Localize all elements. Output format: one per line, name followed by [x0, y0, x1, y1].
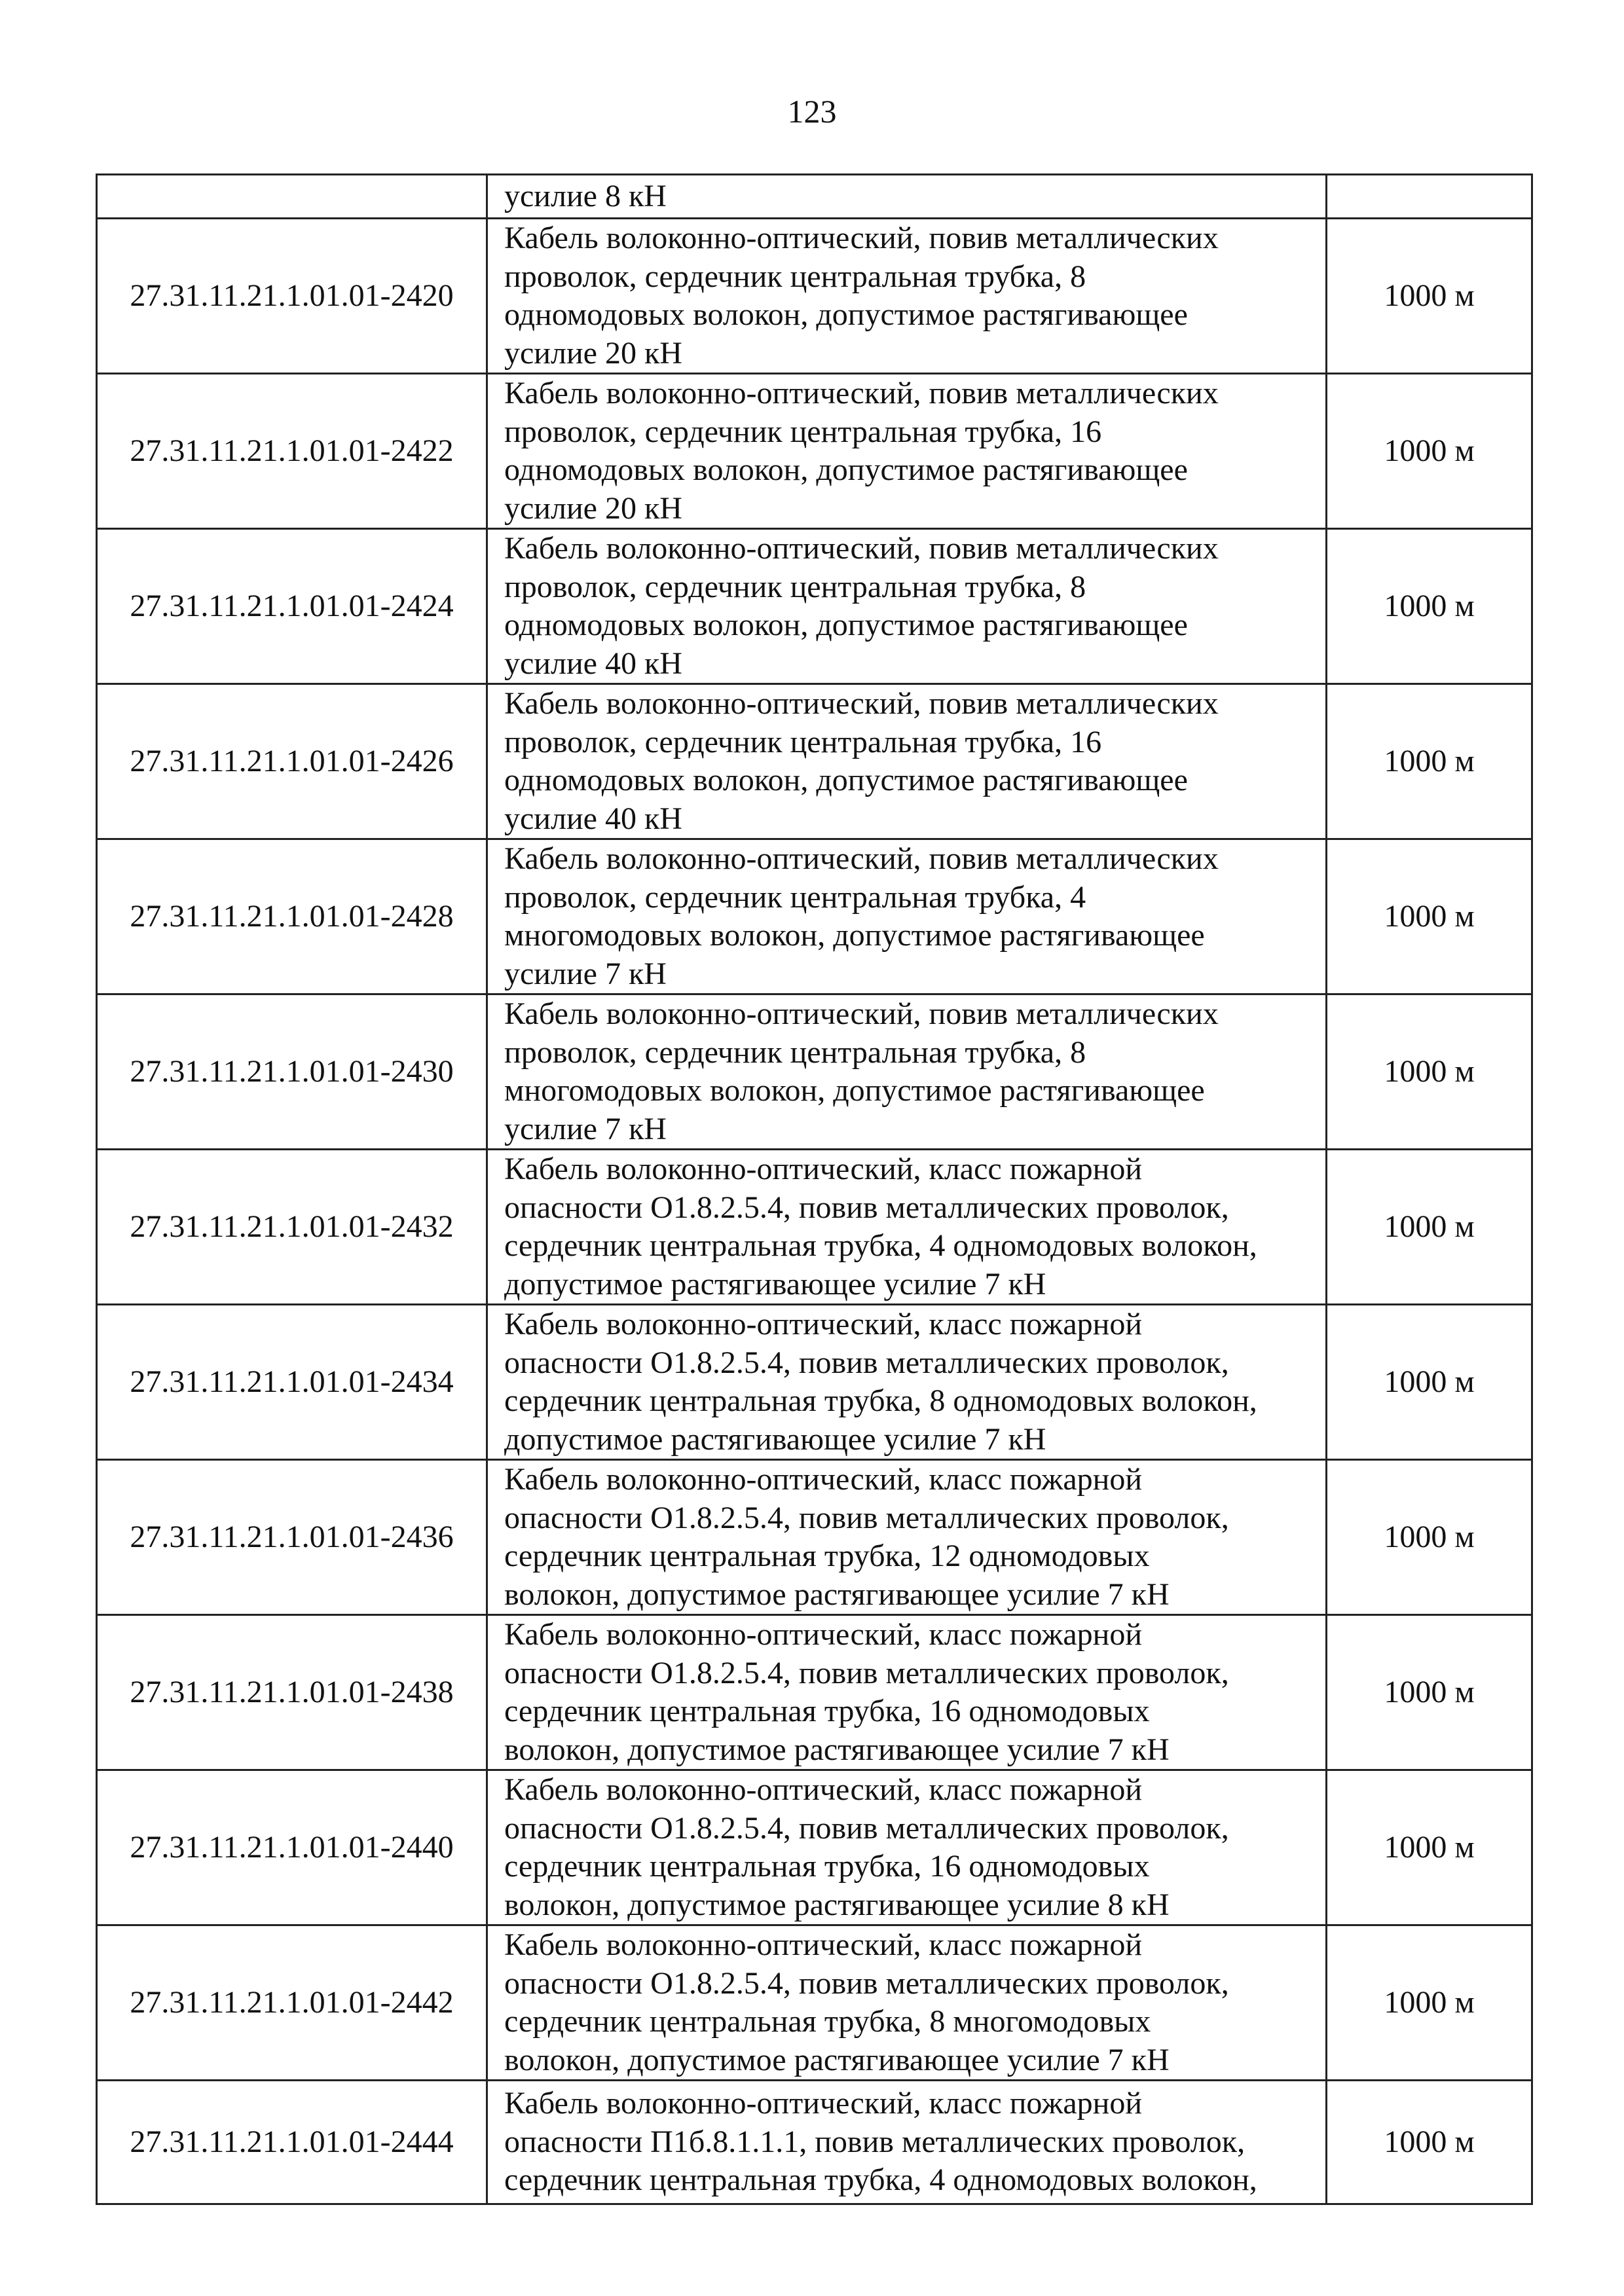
unit-cell: 1000 м	[1327, 1925, 1532, 2081]
name-line: Кабель волоконно-оптический, класс пожарной	[504, 1927, 1143, 1962]
name-line: Кабель волоконно-оптический, повив металлических	[504, 376, 1219, 410]
table-row	[97, 529, 1532, 684]
code-cell: 27.31.11.21.1.01.01-2420	[97, 219, 487, 374]
table-row	[97, 1460, 1532, 1615]
table-row	[97, 2081, 1532, 2204]
unit-cell: 1000 м	[1327, 839, 1532, 994]
name-line: проволок, сердечник центральная трубка, 4	[504, 879, 1086, 915]
name-line: Кабель волоконно-оптический, класс пожарной	[504, 1617, 1143, 1652]
table-row	[97, 1305, 1532, 1460]
code-cell	[97, 175, 487, 219]
name-cell	[487, 1305, 1327, 1460]
name-line: Кабель волоконно-оптический, повив металлических	[504, 686, 1219, 721]
name-cell	[487, 374, 1327, 529]
unit-cell: 1000 м	[1327, 1615, 1532, 1770]
code-cell: 27.31.11.21.1.01.01-2444	[97, 2081, 487, 2204]
name-line: проволок, сердечник центральная трубка, 8	[504, 259, 1086, 294]
table-row	[97, 994, 1532, 1150]
code-cell: 27.31.11.21.1.01.01-2440	[97, 1770, 487, 1925]
name-cell	[487, 1615, 1327, 1770]
name-line: Кабель волоконно-оптический, повив металлических	[504, 841, 1219, 876]
name-line: волокон, допустимое растягивающее усилие 7 кН	[504, 2042, 1170, 2077]
table-row	[97, 374, 1532, 529]
unit-cell: 1000 м	[1327, 1305, 1532, 1460]
unit-cell: 1000 м	[1327, 1770, 1532, 1925]
table-row	[97, 1615, 1532, 1770]
name-line: Кабель волоконно-оптический, класс пожарной	[504, 1462, 1143, 1497]
continuation-row	[97, 175, 1532, 219]
table-row	[97, 1770, 1532, 1925]
name-line: сердечник центральная трубка, 4 одномодовых волокон,	[504, 1228, 1257, 1263]
name-line: волокон, допустимое растягивающее усилие 7 кН	[504, 1732, 1170, 1767]
name-line: одномодовых волокон, допустимое растягивающее	[504, 452, 1188, 487]
name-line: усилие 7 кН	[504, 956, 667, 991]
unit-cell	[1327, 175, 1532, 219]
name-line: усилие 20 кН	[504, 490, 682, 526]
name-line: опасности О1.8.2.5.4, повив металлических проволок,	[504, 1500, 1229, 1535]
name-line: опасности О1.8.2.5.4, повив металлических проволок,	[504, 1965, 1229, 2001]
name-line: усилие 7 кН	[504, 1111, 667, 1146]
name-line: сердечник центральная трубка, 4 одномодовых волокон,	[504, 2162, 1257, 2198]
code-cell: 27.31.11.21.1.01.01-2442	[97, 1925, 487, 2081]
name-line: одномодовых волокон, допустимое растягивающее	[504, 297, 1188, 332]
name-cell	[487, 994, 1327, 1150]
unit-cell: 1000 м	[1327, 529, 1532, 684]
unit-cell: 1000 м	[1327, 1460, 1532, 1615]
table-row	[97, 1925, 1532, 2081]
name-line: волокон, допустимое растягивающее усилие 8 кН	[504, 1887, 1170, 1922]
code-cell: 27.31.11.21.1.01.01-2424	[97, 529, 487, 684]
name-line: проволок, сердечник центральная трубка, 8	[504, 569, 1086, 604]
name-line: Кабель волоконно-оптический, повив металлических	[504, 996, 1219, 1031]
name-cell	[487, 684, 1327, 839]
name-line: Кабель волоконно-оптический, повив металлических	[504, 221, 1219, 255]
code-cell: 27.31.11.21.1.01.01-2430	[97, 994, 487, 1150]
name-cell	[487, 1925, 1327, 2081]
unit-cell: 1000 м	[1327, 374, 1532, 529]
name-line: усилие 40 кН	[504, 646, 682, 681]
name-line: усилие 20 кН	[504, 335, 682, 371]
code-cell: 27.31.11.21.1.01.01-2428	[97, 839, 487, 994]
name-line: проволок, сердечник центральная трубка, 8	[504, 1034, 1086, 1070]
name-line: сердечник центральная трубка, 16 одномодовых	[504, 1694, 1150, 1728]
code-cell: 27.31.11.21.1.01.01-2426	[97, 684, 487, 839]
name-line: сердечник центральная трубка, 8 многомодовых	[504, 2004, 1151, 2039]
name-line: многомодовых волокон, допустимое растягивающее	[504, 1073, 1205, 1108]
name-cell	[487, 219, 1327, 374]
name-line: Кабель волоконно-оптический, класс пожарной	[504, 1772, 1143, 1807]
table-row	[97, 219, 1532, 374]
name-cell	[487, 1150, 1327, 1305]
name-cell	[487, 839, 1327, 994]
code-cell: 27.31.11.21.1.01.01-2438	[97, 1615, 487, 1770]
name-line: опасности О1.8.2.5.4, повив металлических проволок,	[504, 1190, 1229, 1225]
name-line: проволок, сердечник центральная трубка, 16	[504, 724, 1102, 759]
name-line: сердечник центральная трубка, 8 одномодовых волокон,	[504, 1383, 1257, 1418]
name-line: опасности П1б.8.1.1.1, повив металлических проволок,	[504, 2124, 1246, 2159]
unit-cell: 1000 м	[1327, 2081, 1532, 2204]
name-line: проволок, сердечник центральная трубка, 16	[504, 414, 1102, 449]
name-line: Кабель волоконно-оптический, класс пожарной	[504, 1152, 1143, 1186]
resource-table	[96, 173, 1533, 2205]
name-line: волокон, допустимое растягивающее усилие 7 кН	[504, 1576, 1170, 1612]
name-line: допустимое растягивающее усилие 7 кН	[504, 1421, 1046, 1457]
code-cell: 27.31.11.21.1.01.01-2432	[97, 1150, 487, 1305]
unit-cell: 1000 м	[1327, 684, 1532, 839]
name-line: усилие 8 кН	[504, 178, 667, 213]
name-line: сердечник центральная трубка, 16 одномодовых	[504, 1849, 1150, 1884]
name-cell	[487, 175, 1327, 219]
code-cell: 27.31.11.21.1.01.01-2436	[97, 1460, 487, 1615]
unit-cell: 1000 м	[1327, 219, 1532, 374]
name-cell	[487, 2081, 1327, 2204]
name-cell	[487, 1770, 1327, 1925]
table-row	[97, 1150, 1532, 1305]
name-line: Кабель волоконно-оптический, класс пожарной	[504, 1307, 1143, 1341]
table-row	[97, 684, 1532, 839]
table-row	[97, 839, 1532, 994]
code-cell: 27.31.11.21.1.01.01-2434	[97, 1305, 487, 1460]
name-line: Кабель волоконно-оптический, класс пожарной	[504, 2086, 1143, 2121]
name-line: сердечник центральная трубка, 12 одномодовых	[504, 1539, 1150, 1573]
name-cell	[487, 1460, 1327, 1615]
name-line: одномодовых волокон, допустимое растягивающее	[504, 608, 1188, 642]
name-line: допустимое растягивающее усилие 7 кН	[504, 1266, 1046, 1302]
name-line: опасности О1.8.2.5.4, повив металлических проволок,	[504, 1810, 1229, 1846]
name-line: опасности О1.8.2.5.4, повив металлических проволок,	[504, 1345, 1229, 1380]
name-line: многомодовых волокон, допустимое растягивающее	[504, 918, 1205, 953]
unit-cell: 1000 м	[1327, 1150, 1532, 1305]
name-cell	[487, 529, 1327, 684]
name-line: опасности О1.8.2.5.4, повив металлических проволок,	[504, 1655, 1229, 1690]
name-line: усилие 40 кН	[504, 801, 682, 836]
code-cell: 27.31.11.21.1.01.01-2422	[97, 374, 487, 529]
page-number: 123	[787, 93, 837, 130]
unit-cell: 1000 м	[1327, 994, 1532, 1150]
name-line: Кабель волоконно-оптический, повив металлических	[504, 531, 1219, 566]
table-body	[97, 175, 1532, 2204]
name-line: одномодовых волокон, допустимое растягивающее	[504, 763, 1188, 797]
